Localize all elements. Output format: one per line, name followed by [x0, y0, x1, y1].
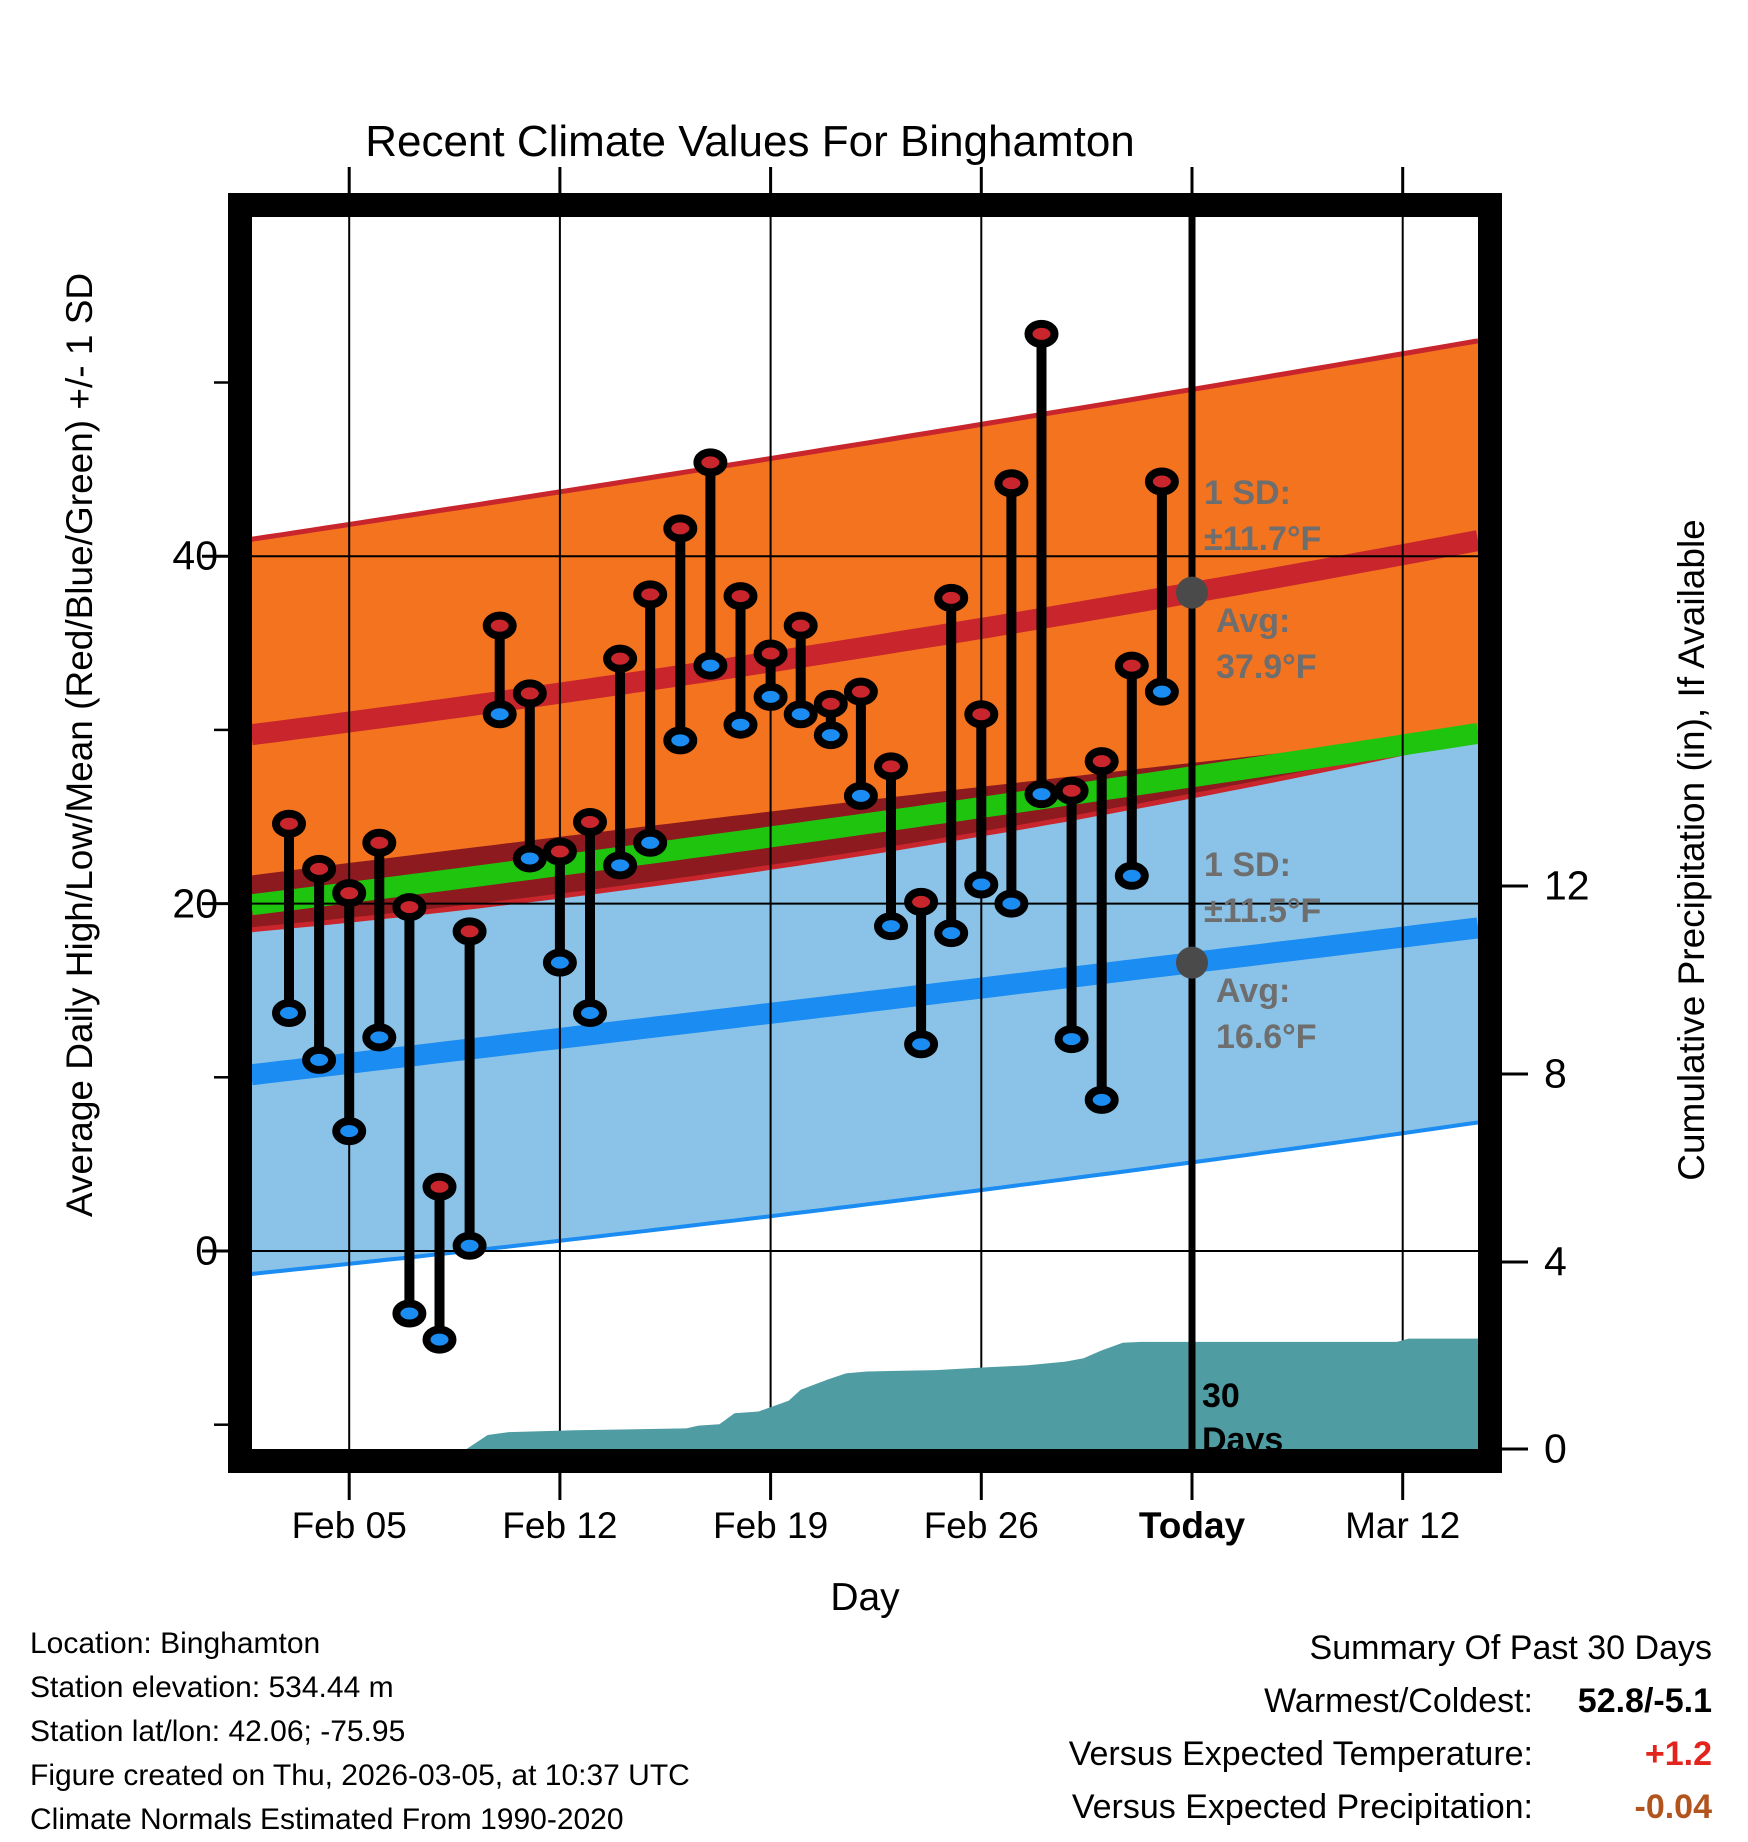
- daily-low-dot: [1059, 1029, 1085, 1049]
- avg-high-line2: 37.9°F: [1216, 648, 1317, 686]
- daily-high-dot: [487, 616, 513, 636]
- daily-low-dot: [637, 833, 663, 853]
- avg-low-annotation: [1216, 968, 1317, 1060]
- daily-high-dot: [1149, 472, 1175, 492]
- daily-high-dot: [1029, 324, 1055, 344]
- daily-high-dot: [667, 518, 693, 538]
- thirty-days-label: [1202, 1374, 1283, 1462]
- summary-block: [1069, 1622, 1712, 1834]
- summary-vs-temp-value: +1.2: [1644, 1735, 1712, 1773]
- daily-low-dot: [1029, 784, 1055, 804]
- daily-high-dot: [1059, 781, 1085, 801]
- x-tick-label: Feb 26: [923, 1505, 1039, 1546]
- daily-low-dot: [818, 725, 844, 745]
- x-axis-label: Day: [830, 1576, 900, 1619]
- avg-high-line1: Avg:: [1216, 602, 1291, 640]
- footer-normals: Climate Normals Estimated From 1990-2020: [30, 1803, 624, 1836]
- chart-title: Recent Climate Values For Binghamton: [365, 117, 1135, 166]
- daily-low-dot: [758, 687, 784, 707]
- avg-low-line1: Avg:: [1216, 972, 1291, 1010]
- footer-latlon: Station lat/lon: 42.06; -75.95: [30, 1715, 406, 1748]
- summary-warmest-row: [1069, 1675, 1712, 1728]
- daily-high-dot: [848, 682, 874, 702]
- daily-low-dot: [908, 1034, 934, 1054]
- daily-low-dot: [667, 730, 693, 750]
- footer-location: Location: Binghamton: [30, 1627, 321, 1660]
- daily-low-dot: [848, 786, 874, 806]
- daily-high-dot: [728, 586, 754, 606]
- daily-low-dot: [457, 1236, 483, 1256]
- daily-high-dot: [427, 1177, 453, 1197]
- daily-high-dot: [1089, 751, 1115, 771]
- daily-high-dot: [276, 814, 302, 834]
- temp-tick-label: 0: [195, 1227, 218, 1274]
- daily-low-dot: [607, 855, 633, 875]
- summary-vs-precip-value: -0.04: [1634, 1788, 1712, 1826]
- temp-tick-label: 20: [172, 880, 218, 927]
- sd-high-line2: ±11.7°F: [1204, 520, 1322, 558]
- daily-high-dot: [306, 859, 332, 879]
- daily-low-dot: [1089, 1090, 1115, 1110]
- daily-high-dot: [366, 833, 392, 853]
- daily-high-dot: [908, 892, 934, 912]
- summary-warmest-label: Warmest/Coldest:: [1264, 1682, 1533, 1720]
- daily-low-dot: [1149, 682, 1175, 702]
- avg-high-annotation: [1216, 598, 1317, 690]
- sd-low-annotation: [1204, 842, 1321, 934]
- daily-high-dot: [968, 704, 994, 724]
- daily-low-dot: [788, 704, 814, 724]
- daily-low-dot: [306, 1050, 332, 1070]
- precip-tick-label: 0: [1544, 1425, 1567, 1472]
- daily-low-dot: [487, 704, 513, 724]
- cumulative-precip-area: [467, 1339, 1478, 1449]
- daily-low-dot: [276, 1003, 302, 1023]
- daily-low-dot: [577, 1003, 603, 1023]
- daily-low-dot: [697, 656, 723, 676]
- daily-low-dot: [396, 1304, 422, 1324]
- daily-low-dot: [427, 1330, 453, 1350]
- x-tick-label: Mar 12: [1345, 1505, 1461, 1546]
- daily-high-dot: [998, 473, 1024, 493]
- thirty-days-line2: Days: [1202, 1421, 1284, 1459]
- daily-high-dot: [788, 616, 814, 636]
- temp-tick-label: 40: [172, 532, 218, 579]
- daily-low-dot: [336, 1121, 362, 1141]
- precip-tick-label: 4: [1544, 1238, 1567, 1285]
- daily-high-dot: [697, 452, 723, 472]
- summary-vs-temp-label: Versus Expected Temperature:: [1068, 1735, 1533, 1773]
- daily-high-dot: [517, 683, 543, 703]
- footer-elevation: Station elevation: 534.44 m: [30, 1671, 394, 1704]
- daily-low-dot: [1119, 866, 1145, 886]
- summary-warmest-value: 52.8/-5.1: [1577, 1682, 1712, 1720]
- daily-high-dot: [938, 588, 964, 608]
- precip-tick-label: 12: [1544, 862, 1590, 909]
- daily-high-dot: [878, 756, 904, 776]
- daily-low-dot: [728, 715, 754, 735]
- today-avg-high-marker: [1176, 577, 1208, 609]
- today-avg-low-marker: [1176, 947, 1208, 979]
- daily-high-dot: [818, 694, 844, 714]
- footer-created: Figure created on Thu, 2026-03-05, at 10:37 UTC: [30, 1759, 690, 1792]
- daily-high-dot: [637, 584, 663, 604]
- left-axis-label: Average Daily High/Low/Mean (Red/Blue/Green) +/- 1 SD: [59, 272, 100, 1218]
- daily-low-dot: [968, 874, 994, 894]
- daily-low-dot: [998, 894, 1024, 914]
- summary-vs-precip-row: [1069, 1781, 1712, 1834]
- x-tick-label: Feb 05: [291, 1505, 407, 1546]
- daily-low-dot: [517, 848, 543, 868]
- daily-high-dot: [577, 812, 603, 832]
- daily-low-dot: [938, 923, 964, 943]
- daily-high-dot: [547, 841, 573, 861]
- avg-low-line2: 16.6°F: [1216, 1018, 1317, 1056]
- precip-tick-label: 8: [1544, 1050, 1567, 1097]
- daily-high-dot: [396, 897, 422, 917]
- x-tick-label: Feb 19: [712, 1505, 829, 1546]
- daily-high-dot: [758, 643, 784, 663]
- x-tick-label: Feb 12: [502, 1505, 618, 1546]
- thirty-days-line1: 30: [1202, 1377, 1240, 1415]
- summary-vs-temp-row: [1069, 1728, 1712, 1781]
- daily-low-dot: [878, 916, 904, 936]
- x-tick-label: Today: [1138, 1505, 1246, 1546]
- daily-low-dot: [366, 1027, 392, 1047]
- sd-low-line2: ±11.5°F: [1204, 892, 1322, 930]
- daily-high-dot: [336, 883, 362, 903]
- daily-high-dot: [1119, 656, 1145, 676]
- summary-vs-precip-label: Versus Expected Precipitation:: [1071, 1788, 1533, 1826]
- daily-high-dot: [457, 921, 483, 941]
- daily-high-dot: [607, 649, 633, 669]
- daily-low-dot: [547, 953, 573, 973]
- sd-low-line1: 1 SD:: [1204, 846, 1291, 884]
- station-info: [30, 1622, 690, 1842]
- right-axis-label: Cumulative Precipitation (in), If Available: [1671, 519, 1712, 1181]
- sd-high-line1: 1 SD:: [1204, 474, 1291, 512]
- summary-title: Summary Of Past 30 Days: [1309, 1629, 1712, 1667]
- sd-high-annotation: [1204, 470, 1321, 562]
